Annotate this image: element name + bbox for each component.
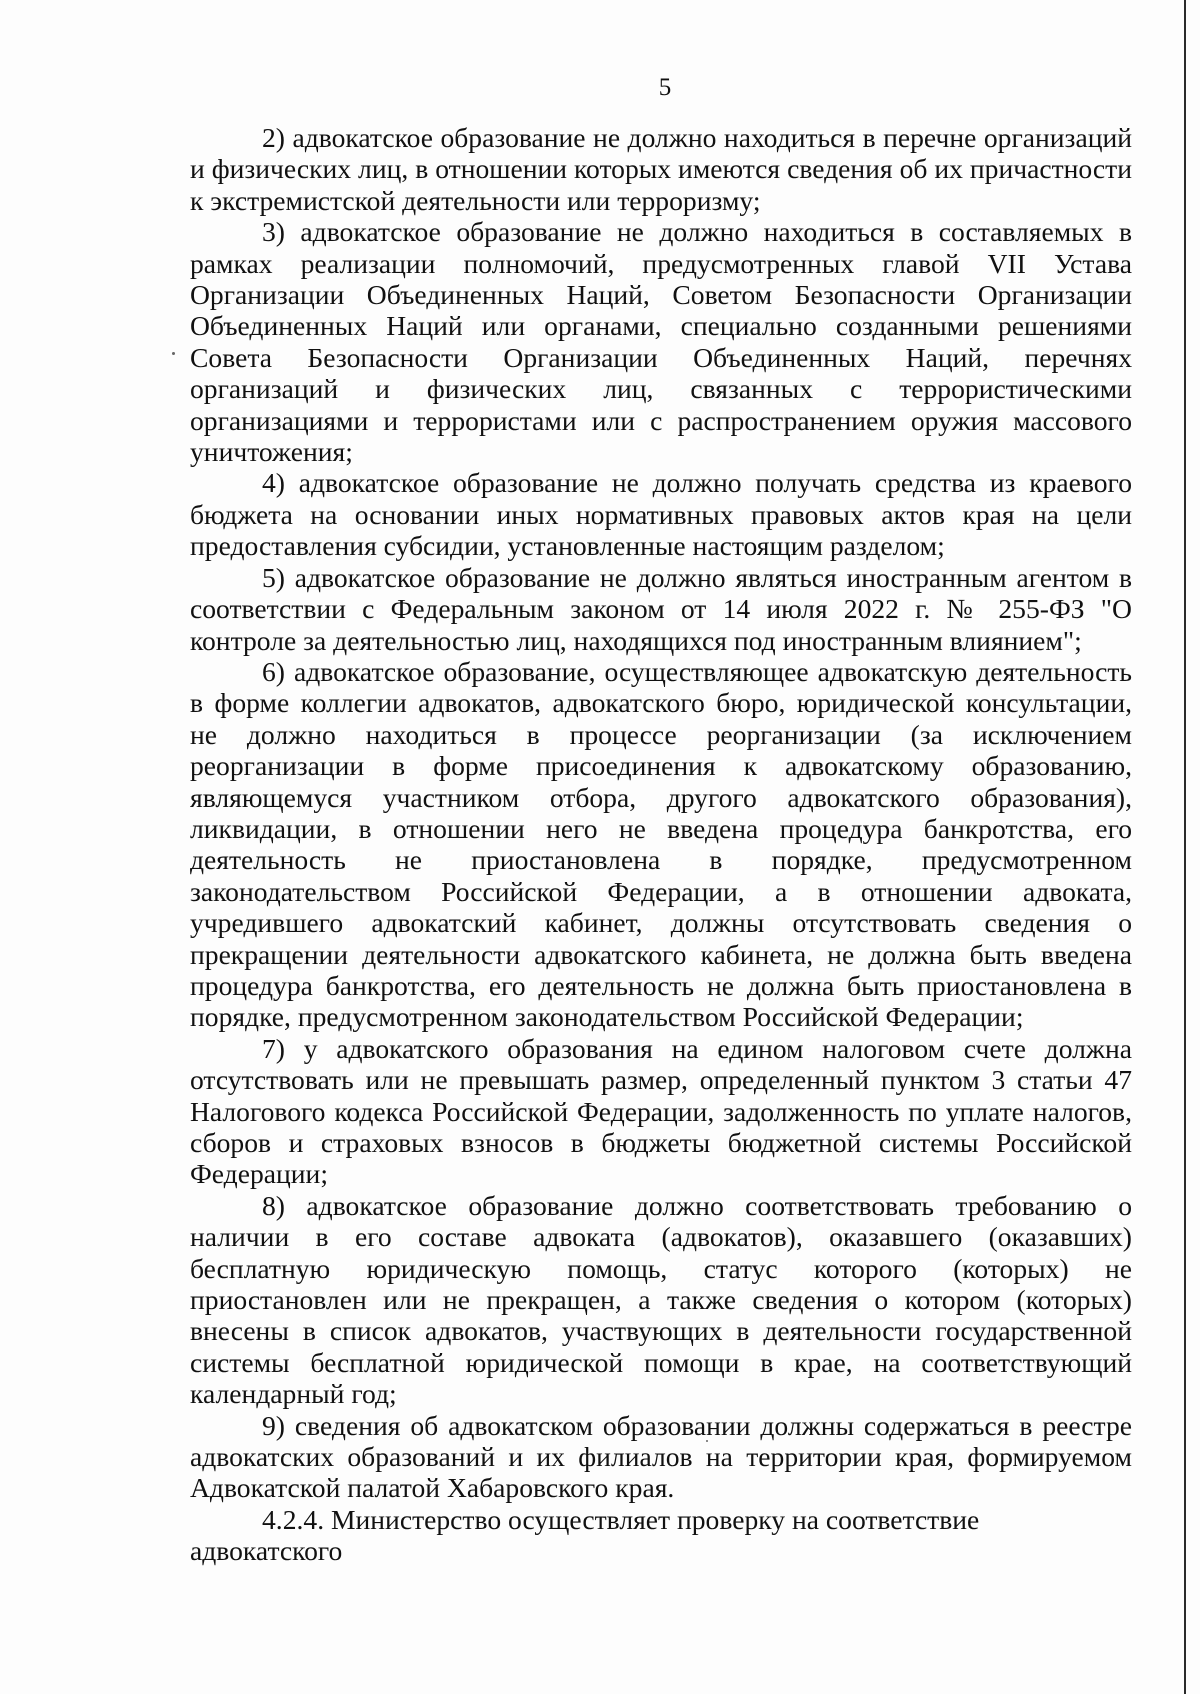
paragraph-item-2: 2) адвокатское образование не должно находиться в перечне организаций и физических лиц, в отношении которых имеются сведения об их причастности к экстремистской деятельности или терроризму;: [190, 122, 1132, 216]
paragraph-item-6: 6) адвокатское образование, осуществляющее адвокатскую деятельность в форме коллегии адвокатов, адвокатского бюро, юридической консультации, не должно находиться в процессе реорганизации (за исключением реорганизации в форме присоединения к адвокатскому образованию, являющемуся участником отбора, другого адвокатского образования), ликвидации, в отношении него не введена процедура банкротства, его деятельность не приостановлена в порядке, предусмотренном законодательством Российской Федерации, а в отношении адвоката, учредившего адвокатский кабинет, должны отсутствовать сведения о прекращении деятельности адвокатского кабинета, не должна быть введена процедура банкротства, его деятельность не должна быть приостановлена в порядке, предусмотренном законодательством Российской Федерации;: [190, 655, 1132, 1033]
paragraph-item-9: 9) сведения об адвокатском образовании должны содержаться в реестре адвокатских образований и их филиалов на территории края, формируемом Адвокатской палатой Хабаровского края.: [190, 1409, 1132, 1504]
paragraph-item-5: 5) адвокатское образование не должно являться иностранным агентом в соответствии с Федеральным законом от 14 июля 2022 г. № 255-ФЗ "О контроле за деятельностью лиц, находящихся под иностранным влиянием";: [190, 561, 1132, 656]
paragraph-item-7: 7) у адвокатского образования на едином налоговом счете должна отсутствовать или не превышать размер, определенный пунктом 3 статьи 47 Налогового кодекса Российской Федерации, задолженность по уплате налогов, сборов и страховых взносов в бюджеты бюджетной системы Российской Федерации;: [190, 1032, 1132, 1190]
paragraph-item-8: 8) адвокатское образование должно соответствовать требованию о наличии в его составе адвоката (адвокатов), оказавшего (оказавших) бесплатную юридическую помощь, статус которого (которых) не приостановлен или не прекращен, а также сведения о котором (которых) внесены в список адвокатов, участвующих в деятельности государственной системы бесплатной юридической помощи в крае, на соответствующий календарный год;: [190, 1189, 1132, 1410]
paragraph-item-4: 4) адвокатское образование не должно получать средства из краевого бюджета на основании иных нормативных правовых актов края на цели предоставления субсидии, установленные настоящим разделом;: [190, 467, 1132, 562]
document-body: [190, 122, 1132, 1567]
paragraph-item-3: 3) адвокатское образование не должно находиться в составляемых в рамках реализации полномочий, предусмотренных главой VII Устава Организации Объединенных Наций, Советом Безопасности Организации Объединенных Наций или органами, специально созданными решениями Совета Безопасности Организации Объединенных Наций, перечнях организаций и физических лиц, связанных с террористическими организациями и террористами или с распространением оружия массового уничтожения;: [190, 216, 1132, 468]
scan-edge-line: [1184, 0, 1186, 1694]
scan-speck: [172, 352, 175, 355]
page-number: 5: [658, 74, 672, 101]
paragraph-4-2-4: 4.2.4. Министерство осуществляет проверку на соответствие адвокатского: [190, 1503, 980, 1567]
